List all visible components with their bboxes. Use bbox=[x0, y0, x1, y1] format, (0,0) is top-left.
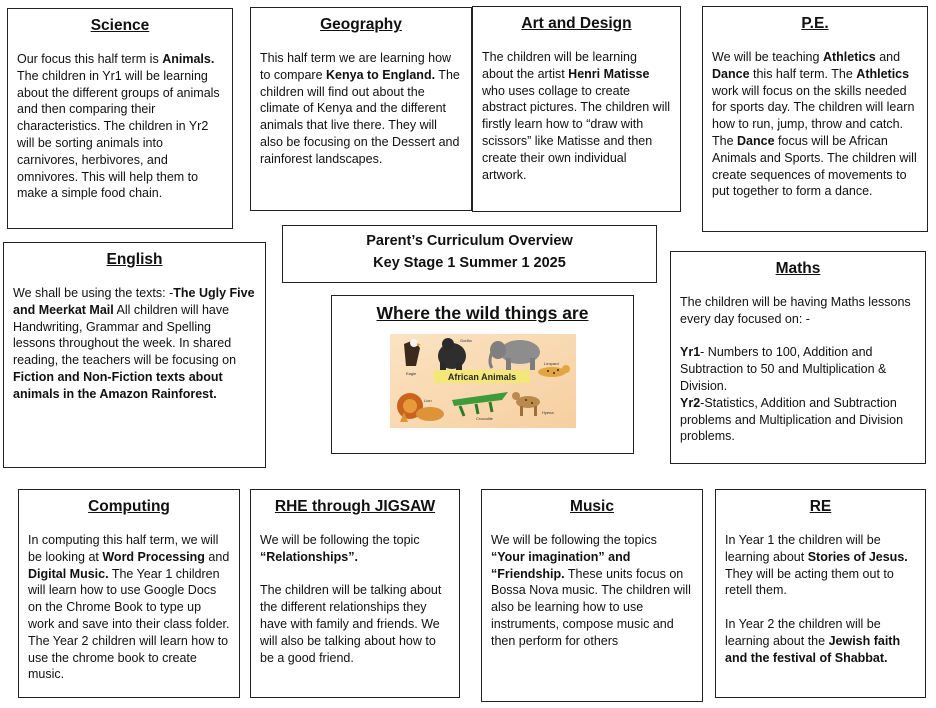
science-title: Science bbox=[90, 17, 150, 34]
text-run: and bbox=[875, 50, 901, 64]
bold-text-run: “Your imagination” and “Friendship. bbox=[491, 549, 631, 581]
music-text bbox=[491, 532, 693, 650]
pe-title: P.E. bbox=[801, 15, 829, 32]
geography-title: Geography bbox=[320, 16, 402, 33]
geography-text bbox=[260, 50, 462, 168]
bold-text-run: Henri Matisse bbox=[568, 66, 650, 81]
rhe-text-1 bbox=[260, 532, 450, 566]
text-run: We will be following the topics bbox=[491, 533, 657, 547]
overview-subheading: Key Stage 1 Summer 1 2025 bbox=[373, 255, 566, 271]
text-run: The children will be having Maths lessons every day focused on: - bbox=[680, 295, 911, 326]
text-run: We shall be using the texts: - bbox=[13, 286, 174, 300]
text-run: focus will be African Animals and Sports. The children will create sequences of movements to put together to form a dance. bbox=[712, 133, 917, 199]
music-box bbox=[481, 489, 703, 702]
geography-box bbox=[250, 7, 472, 211]
animal-label-crocodile: Crocodile bbox=[475, 416, 493, 421]
bold-text-run: Athletics bbox=[856, 66, 910, 81]
topic-title: Where the wild things are bbox=[376, 303, 589, 323]
overview-heading: Parent’s Curriculum Overview bbox=[366, 233, 573, 249]
text-run: The children will find out about the climate of Kenya and the different animals that live there. They will also be focusing on the Dessert and rainforest landscapes. bbox=[260, 67, 460, 166]
overview-title-box bbox=[282, 225, 657, 283]
text-run: The Year 1 children will learn how to use Google Docs on the Chrome Book to type up work and save into their class folder. The Year 2 children will learn how to use the chrome book to create music. bbox=[28, 566, 230, 682]
science-box bbox=[7, 8, 233, 229]
text-run: and bbox=[204, 549, 230, 564]
text-run: We will be teaching bbox=[712, 50, 823, 64]
text-run: -Statistics, Addition and Subtraction problems and Multiplication and Division problems. bbox=[680, 395, 904, 444]
text-run: The children will be talking about the different relationships they have with family and friends. We will also be talking about how to be a good friend. bbox=[260, 583, 442, 665]
english-title: English bbox=[106, 251, 163, 268]
animal-label-eagle: Eagle bbox=[405, 371, 416, 376]
text-run: The children in Yr1 will be learning about the different groups of animals and then comparing their characteristics. The children in Yr2 will be sorting animals into carnivores, herbivores, and omnivores. This will help them to make a simple food chain. bbox=[17, 68, 220, 201]
text-run: who uses collage to create abstract pictures. The children will firstly learn how to “draw with scissors” like Matisse and then create their own individual artwork. bbox=[482, 83, 671, 182]
bold-text-run: Yr1 bbox=[680, 345, 701, 360]
computing-title: Computing bbox=[88, 498, 170, 515]
text-run: All children will have Handwriting, Grammar and Spelling lessons throughout the week. In shared reading, the teachers will be focusing on bbox=[13, 302, 237, 368]
re-title: RE bbox=[809, 498, 832, 515]
pe-text bbox=[712, 49, 918, 200]
rhe-title: RHE through JIGSAW bbox=[274, 498, 436, 515]
text-run: this half term. The bbox=[749, 66, 857, 81]
re-text-1 bbox=[725, 532, 916, 599]
text-run: - Numbers to 100, Addition and Subtraction to 50 and Multiplication & Division. bbox=[680, 345, 887, 393]
maths-intro bbox=[680, 294, 916, 328]
animal-label-hyena: Hyena bbox=[541, 410, 554, 415]
computing-box bbox=[18, 489, 240, 698]
rhe-box bbox=[250, 489, 460, 698]
maths-title: Maths bbox=[775, 260, 821, 277]
bold-text-run: Animals. bbox=[162, 52, 215, 66]
english-box bbox=[3, 242, 266, 468]
african-animals-picture bbox=[390, 334, 576, 428]
science-text bbox=[17, 51, 223, 202]
animal-label-gorilla: Gorilla bbox=[459, 338, 472, 343]
topic-box bbox=[331, 295, 634, 454]
art-title: Art and Design bbox=[521, 15, 632, 32]
maths-year1 bbox=[680, 344, 916, 394]
computing-text bbox=[28, 532, 230, 683]
bold-text-run: Jewish faith and the festival of Shabbat. bbox=[725, 633, 901, 665]
bold-text-run: “Relationships”. bbox=[260, 549, 358, 564]
bold-text-run: Fiction and Non-Fiction texts about animals in the Amazon Rainforest. bbox=[13, 369, 223, 401]
maths-year2 bbox=[680, 395, 916, 445]
text-run: In Year 2 the children will be learning about the bbox=[725, 616, 881, 648]
maths-box bbox=[670, 251, 926, 464]
bold-text-run: Kenya to England. bbox=[326, 67, 436, 82]
pe-box bbox=[702, 6, 928, 232]
animal-label-leopard: Leopard bbox=[543, 361, 559, 366]
text-run: The children will be learning about the artist bbox=[482, 50, 637, 81]
text-run: These units focus on Bossa Nova music. The children will also be learning how to use instruments, compose music and then perform for others bbox=[491, 566, 691, 648]
bold-text-run: Dance bbox=[737, 133, 775, 148]
bold-text-run: Word Processing bbox=[102, 549, 205, 564]
bold-text-run: Athletics bbox=[822, 50, 876, 64]
text-run: They will be acting them out to retell them. bbox=[725, 566, 894, 598]
bold-text-run: Digital Music. bbox=[28, 566, 109, 581]
banner-text: African Animals bbox=[447, 372, 516, 382]
bold-text-run: Dance bbox=[712, 66, 750, 81]
re-text-2 bbox=[725, 616, 916, 666]
bold-text-run: Yr2 bbox=[680, 395, 701, 410]
art-text bbox=[482, 49, 671, 183]
text-run: In Year 1 the children will be learning about bbox=[725, 533, 881, 564]
art-box bbox=[472, 6, 681, 212]
text-run: We will be following the topic bbox=[260, 533, 420, 547]
text-run: Our focus this half term is bbox=[17, 52, 163, 66]
animal-label-lion: Lion bbox=[423, 398, 432, 403]
english-text bbox=[13, 285, 256, 403]
bold-text-run: Stories of Jesus. bbox=[807, 549, 908, 564]
music-title: Music bbox=[570, 498, 614, 515]
text-run: work will focus on the skills needed for sports day. The children will learn how to run, jump, throw and catch. The bbox=[712, 83, 915, 148]
rhe-text-2 bbox=[260, 582, 450, 666]
re-box bbox=[715, 489, 926, 698]
text-run: This half term we are learning how to compare bbox=[260, 51, 452, 82]
bold-text-run: The Ugly Five and Meerkat Mail bbox=[13, 286, 255, 317]
text-run: In computing this half term, we will be looking at bbox=[28, 533, 219, 564]
